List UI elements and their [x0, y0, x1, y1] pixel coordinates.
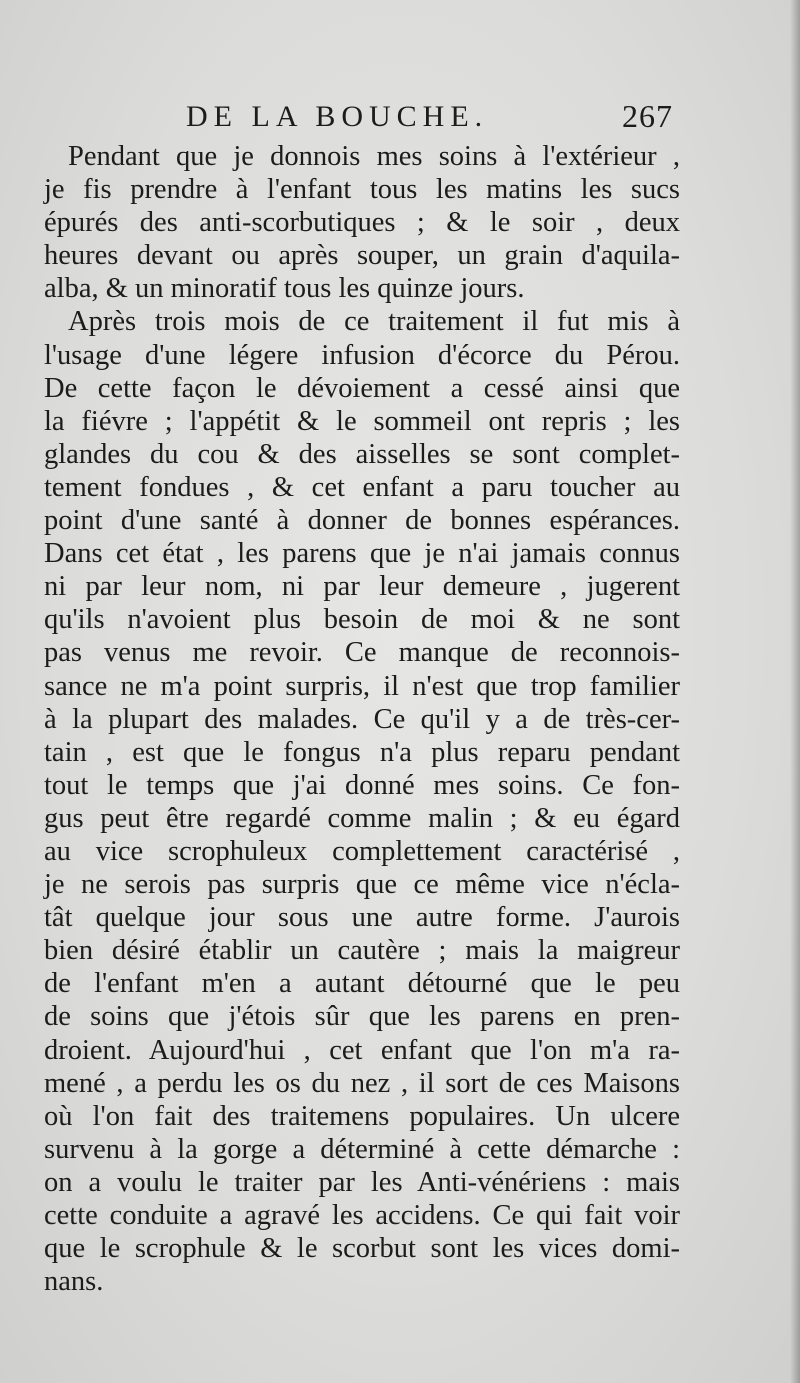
text-line: cette conduite a agravé les accidens. Ce qui fait voir [44, 1200, 680, 1231]
text-line: bien désiré établir un cautère ; mais la maigreur [44, 935, 680, 967]
text-line: je ne serois pas surpris que ce même vice n'écla- [44, 869, 680, 901]
text-line: Pendant que je donnois mes soins à l'extérieur , [68, 141, 680, 172]
page-edge-shadow [790, 0, 800, 1383]
text-line: Après trois mois de ce traitement il fut mis à [68, 306, 680, 338]
text-line: sance ne m'a point surpris, il n'est que trop familier [44, 670, 680, 702]
text-line: épurés des anti-scorbutiques ; & le soir , deux [44, 207, 680, 239]
text-line: à la plupart des malades. Ce qu'il y a de très-cer- [44, 703, 680, 735]
text-line: glandes du cou & des aisselles se sont complet- [44, 438, 680, 470]
text-line: droient. Aujourd'hui , cet enfant que l'on m'a ra- [44, 1034, 680, 1066]
text-line: point d'une santé à donner de bonnes espérances. [44, 505, 680, 537]
paragraph [44, 305, 680, 1298]
text-line: de soins que j'étois sûr que les parens en pren- [44, 1001, 680, 1033]
text-line: au vice scrophuleux complettement caractérisé , [44, 835, 680, 867]
text-line: Dans cet état , les parens que je n'ai jamais connus [44, 538, 680, 570]
text-line: alba, & un minoratif tous les quinze jours. [44, 273, 525, 305]
text-line: ni par leur nom, ni par leur demeure , jugerent [44, 571, 680, 603]
text-line: je fis prendre à l'enfant tous les matins les sucs [44, 174, 680, 206]
text-line: survenu à la gorge a déterminé à cette démarche : [44, 1133, 680, 1165]
text-line: que le scrophule & le scorbut sont les vices domi- [44, 1233, 680, 1265]
text-line: tain , est que le fongus n'a plus reparu pendant [44, 736, 680, 768]
text-line: tement fondues , & cet enfant a paru toucher au [44, 471, 680, 503]
text-line: gus peut être regardé comme malin ; & eu égard [44, 802, 680, 834]
text-line: la fiévre ; l'appétit & le sommeil ont repris ; les [44, 405, 680, 437]
text-line: tout le temps que j'ai donné mes soins. Ce fon- [44, 769, 680, 801]
paragraph [44, 140, 680, 305]
page-header [0, 100, 800, 140]
text-line: mené , a perdu les os du nez , il sort de ces Maisons [44, 1067, 680, 1099]
text-line: de l'enfant m'en a autant détourné que le peu [44, 968, 680, 1000]
text-line: où l'on fait des traitemens populaires. Un ulcere [44, 1100, 680, 1132]
page-number: 267 [622, 98, 673, 134]
text-line: pas venus me revoir. Ce manque de reconnois- [44, 637, 680, 669]
body-text [44, 140, 680, 1298]
text-line: tât quelque jour sous une autre forme. J'aurois [44, 902, 680, 934]
text-line: on a voulu le traiter par les Anti-vénériens : mais [44, 1166, 680, 1198]
text-line: De cette façon le dévoiement a cessé ainsi que [44, 372, 680, 404]
text-line: nans. [44, 1266, 104, 1298]
text-line: l'usage d'une légere infusion d'écorce du Pérou. [44, 339, 680, 371]
text-line: qu'ils n'avoient plus besoin de moi & ne sont [44, 604, 680, 636]
text-line: heures devant ou après souper, un grain d'aquila- [44, 240, 680, 272]
running-title: DE LA BOUCHE. [186, 100, 489, 133]
